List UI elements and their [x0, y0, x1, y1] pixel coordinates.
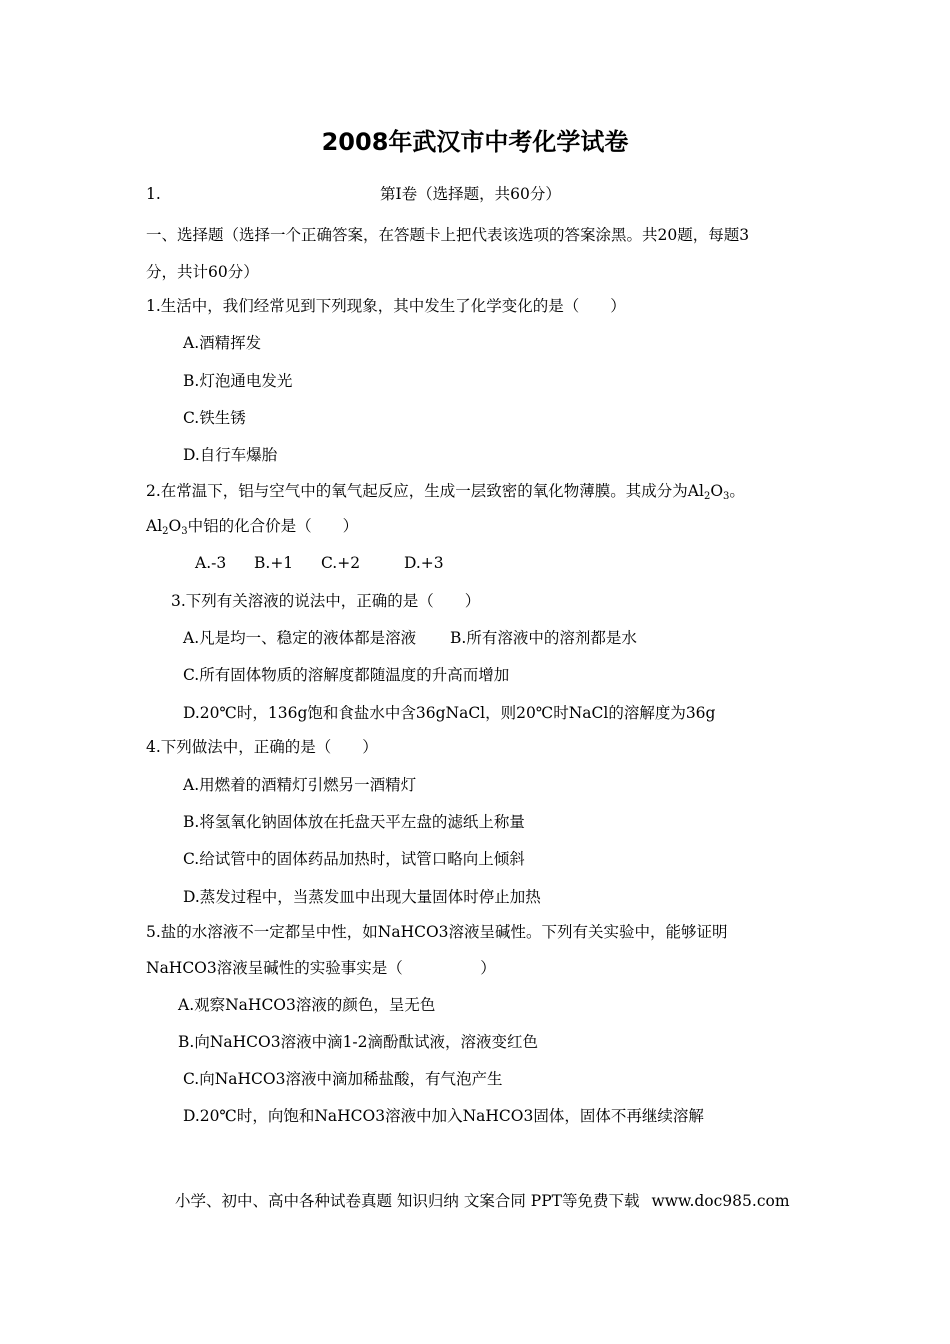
question-5-option-d: D.20℃时，向饱和NaHCO3溶液中加入NaHCO3固体，固体不再继续溶解	[183, 1107, 704, 1125]
footer-text: 小学、初中、高中各种试卷真题 知识归纳 文案合同 PPT等免费下载	[175, 1192, 640, 1210]
question-5-option-c: C.向NaHCO3溶液中滴加稀盐酸，有气泡产生	[183, 1070, 503, 1088]
question-2-stem-text: 2.在常温下，铝与空气中的氧气起反应，生成一层致密的氧化物薄膜。其成分为Al	[146, 482, 704, 500]
oxygen-symbol: O	[168, 517, 182, 535]
question-3-option-b: B.所有溶液中的溶剂都是水	[450, 629, 637, 647]
question-3-stem: 3.下列有关溶液的说法中，正确的是（ ）	[171, 592, 481, 610]
oxygen-symbol: O	[710, 482, 724, 500]
question-1-option-d: D.自行车爆胎	[183, 446, 278, 464]
question-4-option-d: D.蒸发过程中，当蒸发皿中出现大量固体时停止加热	[183, 888, 541, 906]
question-1-stem: 1.生活中，我们经常见到下列现象，其中发生了化学变化的是（ ）	[146, 297, 626, 315]
question-5-option-a: A.观察NaHCO3溶液的颜色，呈无色	[178, 996, 436, 1014]
question-3-option-d: D.20℃时，136g饱和食盐水中含36gNaCl，则20℃时NaCl的溶解度为36g	[183, 704, 716, 722]
section-number: 1.	[146, 185, 161, 203]
question-5-stem-line-2: NaHCO3溶液呈碱性的实验事实是（ ）	[146, 959, 496, 977]
footer-url: www.doc985.com	[651, 1192, 790, 1210]
question-4-option-c: C.给试管中的固体药品加热时，试管口略向上倾斜	[183, 850, 525, 868]
footer	[175, 1191, 790, 1211]
question-2-option-d: D.+3	[404, 554, 444, 572]
question-2-option-b: B.+1	[254, 554, 294, 572]
question-2-stem-text-2: 中铝的化合价是（ ）	[187, 517, 359, 535]
subscript: 2	[162, 526, 169, 537]
question-3-option-c: C.所有固体物质的溶解度都随温度的升高而增加	[183, 666, 510, 684]
subscript: 3	[181, 526, 188, 537]
instructions-line-2: 分，共计60分）	[146, 263, 259, 281]
subscript: 3	[723, 491, 730, 502]
question-1-option-c: C.铁生锈	[183, 409, 246, 427]
question-2-stem-line-2	[146, 516, 358, 536]
question-2-option-c: C.+2	[321, 554, 361, 572]
question-5-stem-line-1: 5.盐的水溶液不一定都呈中性，如NaHCO3溶液呈碱性。下列有关实验中，能够证明	[146, 923, 728, 941]
page-title: 2008年武汉市中考化学试卷	[321, 128, 629, 156]
instructions-line-1: 一、选择题（选择一个正确答案，在答题卡上把代表该选项的答案涂黑。共20题，每题3	[146, 226, 750, 244]
question-1-option-a: A.酒精挥发	[183, 334, 262, 352]
subscript: 2	[703, 491, 711, 502]
question-4-option-a: A.用燃着的酒精灯引燃另一酒精灯	[183, 776, 417, 794]
question-3-option-a: A.凡是均一、稳定的液体都是溶液	[183, 629, 417, 647]
question-1-option-b: B.灯泡通电发光	[183, 372, 293, 390]
question-2-option-a: A.-3	[195, 554, 227, 572]
sentence-end: 。	[729, 482, 745, 500]
question-2-stem-line-1	[146, 481, 745, 501]
question-5-option-b: B.向NaHCO3溶液中滴1-2滴酚酞试液，溶液变红色	[178, 1033, 539, 1051]
question-4-stem: 4.下列做法中，正确的是（ ）	[146, 738, 378, 756]
aluminum-symbol: Al	[146, 517, 163, 535]
section-heading: 第Ⅰ卷（选择题，共60分）	[380, 185, 561, 203]
question-4-option-b: B.将氢氧化钠固体放在托盘天平左盘的滤纸上称量	[183, 813, 525, 831]
